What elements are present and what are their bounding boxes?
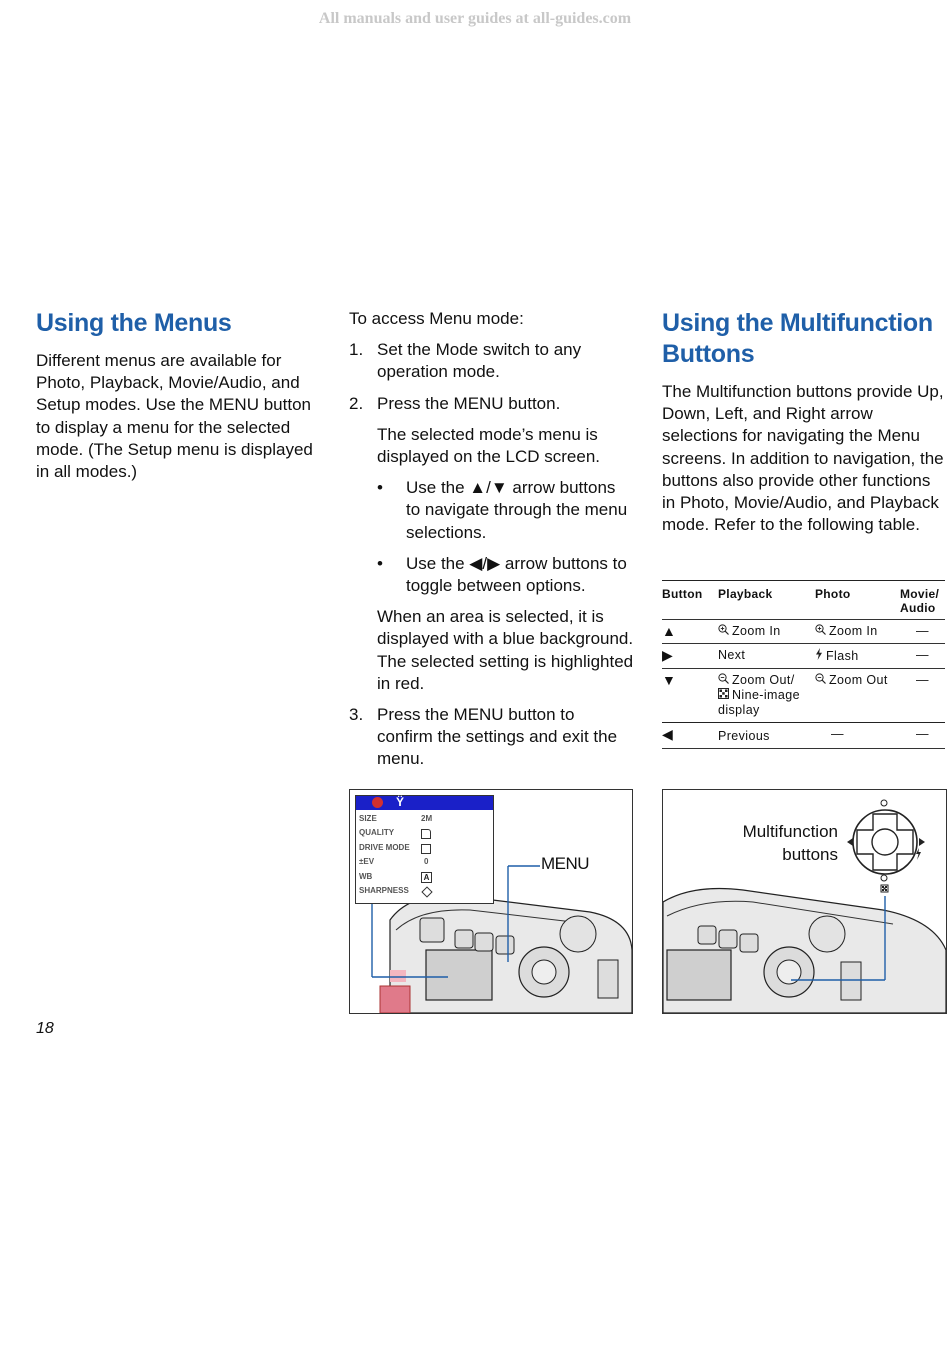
step-1: [349, 339, 634, 383]
callout-line: buttons: [782, 845, 838, 864]
menu-item-label: SIZE: [359, 814, 377, 823]
table-cell: Previous: [718, 723, 815, 749]
menu-item: [359, 841, 490, 855]
section-title-menus: Using the Menus: [36, 309, 232, 337]
cell-text: Zoom Out: [829, 673, 888, 687]
table-cell: [718, 620, 815, 644]
menu-callout-label: MENU: [541, 854, 590, 873]
table-header: Button: [662, 581, 718, 620]
table-header: Movie/ Audio: [900, 581, 945, 620]
step-2: [349, 393, 634, 415]
menu-figure: [349, 789, 633, 1014]
section-title-multifunction: Using the Multifunction Buttons: [662, 309, 933, 368]
bullet-dot: •: [377, 553, 383, 573]
menu-item-label: QUALITY: [359, 828, 395, 838]
zoom-out-icon: [815, 673, 826, 688]
menu-item: [359, 884, 490, 898]
zoom-in-icon: [718, 624, 729, 639]
menus-paragraph: Different menus are available for Photo, Playback, Movie/Audio, and Setup modes. Use the MENU button to display a menu for the selected mode. (The Setup menu is displayed in all modes.): [36, 351, 313, 482]
callout-line: Multifunction: [742, 822, 838, 841]
cell-text: Flash: [826, 649, 859, 663]
button-right-symbol: ▶: [662, 644, 718, 669]
bullet-item: [349, 477, 634, 544]
menu-intro: To access Menu mode:: [349, 309, 524, 328]
camera-mode-icon: [372, 797, 383, 808]
table-cell: —: [900, 620, 945, 644]
cell-text: Nine-image display: [718, 688, 800, 717]
bullet-text: Use the ▲/▼ arrow buttons to navigate through the menu selections.: [406, 478, 628, 542]
watermark: All manuals and user guides at all-guides.com: [318, 10, 632, 27]
step-number: 2.: [349, 393, 364, 413]
menu-item: [359, 870, 490, 884]
multifunction-table: [662, 580, 945, 749]
table-cell: [815, 620, 900, 644]
menu-item-value: A: [421, 872, 432, 883]
multifunction-paragraph: The Multifunction buttons provide Up, Down, Left, and Right arrow selections for navigating the Menu screens. In addition to navigation, the buttons also provide other functions in Photo, Movie/Audio, and Playback mode. Refer to the following table.: [662, 382, 944, 535]
step-3: [349, 704, 634, 771]
quality-icon: [421, 829, 431, 839]
step-number: 1.: [349, 340, 364, 360]
selected-note: When an area is selected, it is displayed with a blue background. The selected setting is highlighted in red.: [377, 607, 634, 693]
table-row: [662, 644, 945, 669]
table-cell: Next: [718, 644, 815, 669]
menu-item-label: ±EV: [359, 857, 375, 867]
step-2-note: The selected mode’s menu is displayed on the LCD screen.: [377, 424, 601, 467]
table-cell: —: [900, 644, 945, 669]
bullet-dot: •: [377, 478, 383, 498]
menu-item: [359, 826, 490, 840]
step-text: Press the MENU button to confirm the settings and exit the menu.: [377, 705, 618, 769]
menu-item-value: 0: [424, 857, 429, 867]
menu-item-list: [356, 810, 493, 900]
table-cell: [815, 669, 900, 723]
bullet-item: [349, 553, 634, 597]
right-column: [662, 308, 947, 536]
table-header: Photo: [815, 581, 900, 620]
menu-item: [359, 855, 490, 869]
button-down-symbol: ▼: [662, 669, 718, 723]
lcd-menu-screen: [355, 795, 494, 904]
button-left-symbol: ◀: [662, 723, 718, 749]
menu-item: [359, 812, 490, 826]
table-row: [662, 723, 945, 749]
sharpness-icon: [421, 886, 432, 897]
button-up-symbol: ▲: [662, 620, 718, 644]
multifunction-callout-label: [743, 820, 838, 866]
table-cell: [718, 669, 815, 723]
step-text: Press the MENU button.: [377, 393, 561, 413]
left-column: [36, 308, 326, 483]
table-header: Playback: [718, 581, 815, 620]
multifunction-figure: [662, 789, 947, 1014]
menu-tab-bar: [356, 796, 493, 810]
zoom-in-icon: [815, 624, 826, 639]
flash-icon: [815, 648, 823, 664]
nine-image-icon: [718, 688, 729, 703]
setup-tools-icon: Ÿ: [396, 795, 405, 809]
cell-text: Zoom Out/: [732, 673, 795, 687]
cell-text: Zoom In: [829, 624, 878, 638]
table-header-row: [662, 581, 945, 620]
step-text: Set the Mode switch to any operation mode.: [377, 340, 582, 382]
table-row: [662, 620, 945, 644]
menu-item-label: SHARPNESS: [359, 886, 409, 896]
cell-text: Zoom In: [732, 624, 781, 638]
zoom-out-icon: [718, 673, 729, 688]
table-cell: [815, 644, 900, 669]
menu-item-label: WB: [359, 871, 373, 881]
table-cell: —: [900, 669, 945, 723]
table-row: [662, 669, 945, 723]
step-number: 3.: [349, 705, 364, 725]
table-cell: —: [900, 723, 945, 749]
single-shot-icon: [421, 844, 431, 854]
bullet-text: Use the ◀/▶ arrow buttons to toggle between options.: [406, 553, 627, 596]
menu-item-label: DRIVE MODE: [359, 842, 410, 852]
menu-item-value: 2M: [421, 814, 433, 823]
page-number: 18: [36, 1020, 54, 1037]
middle-column: [349, 308, 634, 771]
table-cell: —: [815, 723, 900, 749]
